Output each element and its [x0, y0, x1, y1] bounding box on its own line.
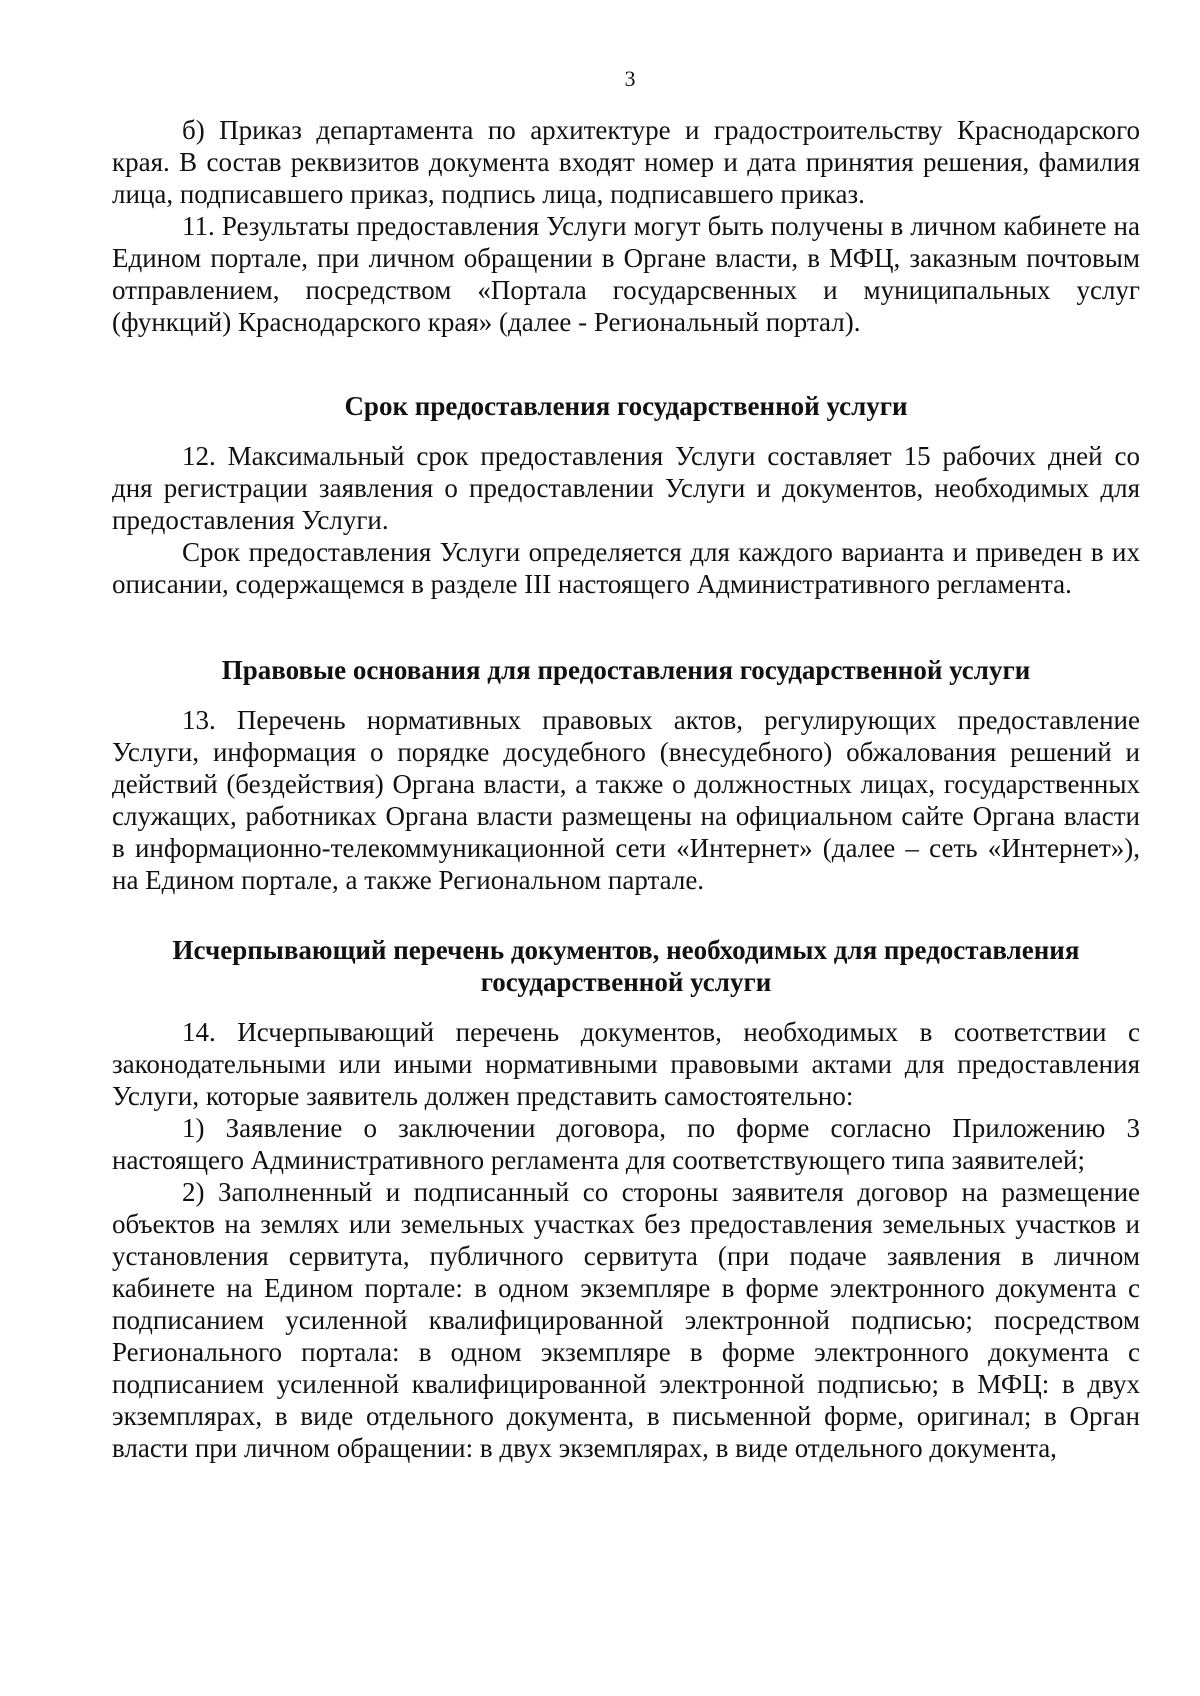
paragraph-11: 11. Результаты предоставления Услуги могут быть получены в личном кабинете на Едином портале, при личном обращении в Органе власти, в МФЦ, заказным почтовым отправлением, посредством «Портала государсвенных и муниципальных услуг (функций) Краснодарского края» (далее - Региональный портал).	[112, 211, 1140, 337]
section-heading-documents-line-2: государственной услуги	[480, 967, 772, 997]
section-heading-term: Срок предоставления государственной услуги	[344, 391, 908, 421]
spacer	[112, 422, 1140, 440]
spacer	[112, 686, 1140, 704]
spacer	[112, 600, 1140, 654]
spacer	[112, 998, 1140, 1016]
paragraph-10b: б) Приказ департамента по архитектуре и градостроительству Краснодарского края. В состав реквизитов документа входят номер и дата принятия решения, фамилия лица, подписавшего приказ, подпись лица, подписавшего приказ.	[112, 115, 1140, 209]
paragraph-14: 14. Исчерпывающий перечень документов, необходимых в соответствии с законодательными или иными нормативными правовыми актами для предоставления Услуги, которые заявитель должен представить самостоятельно:	[112, 1017, 1140, 1111]
spacer	[112, 338, 1140, 390]
paragraph-12-continued: Срок предоставления Услуги определяется для каждого варианта и приведен в их описании, содержащемся в разделе III настоящего Административного регламента.	[112, 537, 1140, 599]
paragraph-14-item-2: 2) Заполненный и подписанный со стороны заявителя договор на размещение объектов на землях или земельных участках без предоставления земельных участков и установления сервитута, публичного сервитута (при подаче заявления в личном кабинете на Едином портале: в одном экземпляре в форме электронного документа с подписанием усиленной квалифицированной электронной подписью; посредством Регионального портала: в одном экземпляре в форме электронного документа с подписанием усиленной квалифицированной электронной подписью; в МФЦ: в двух экземплярах, в виде отдельного документа, в письменной форме, оригинал; в Орган власти при личном обращении: в двух экземплярах, в виде отдельного документа,	[112, 1177, 1140, 1463]
paragraph-14-item-1: 1) Заявление о заключении договора, по форме согласно Приложению 3 настоящего Административного регламента для соответствующего типа заявителей;	[112, 1113, 1140, 1175]
document-body	[112, 114, 1140, 1464]
spacer	[112, 896, 1140, 934]
section-heading-legal-basis: Правовые основания для предоставления государственной услуги	[221, 655, 1031, 685]
section-heading-documents-line-1: Исчерпывающий перечень документов, необходимых для предоставления	[172, 935, 1080, 965]
paragraph-12: 12. Максимальный срок предоставления Услуги составляет 15 рабочих дней со дня регистрации заявления о предоставлении Услуги и документов, необходимых для предоставления Услуги.	[112, 441, 1140, 535]
paragraph-13: 13. Перечень нормативных правовых актов, регулирующих предоставление Услуги, информация о порядке досудебного (внесудебного) обжалования решений и действий (бездействия) Органа власти, а также о должностных лицах, государственных служащих, работниках Органа власти размещены на официальном сайте Органа власти в информационно-телекоммуникационной сети «Интернет» (далее – сеть «Интернет»), на Едином портале, а также Региональном партале.	[112, 705, 1140, 895]
page-number: 3	[624, 66, 636, 91]
